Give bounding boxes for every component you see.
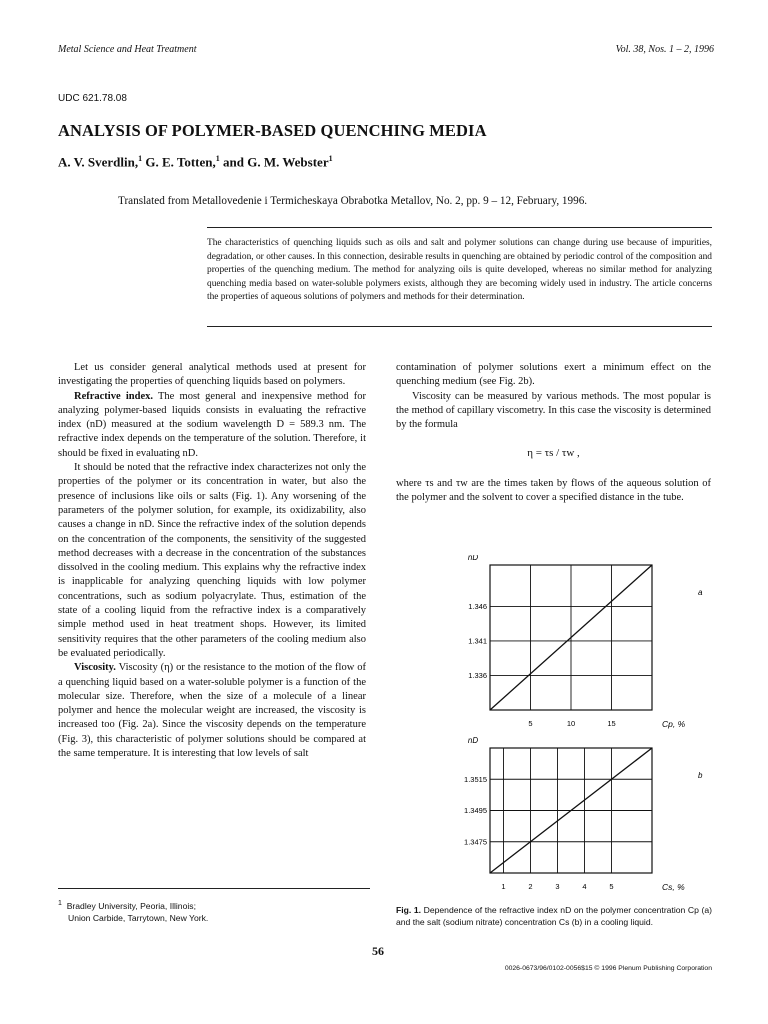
figure-caption [396,904,712,928]
author-name: A. V. Sverdlin, [58,154,139,170]
footnote-rule [58,888,370,889]
page-number: 56 [372,944,384,958]
footnote-mark: 1 [58,900,62,907]
author-name: G. E. Totten, [145,154,216,170]
paragraph: Let us consider general analytical methods used at present for investigating the properties of quenching liquids based on polymers. [58,362,366,388]
chart-panel-b [464,736,703,892]
abstract-top-rule [207,227,712,228]
y-tick-label: 1.3515 [464,774,487,784]
chart-panel-a [468,555,703,729]
journal-name: Metal Science and Heat Treatment [58,44,197,55]
y-tick-label: 1.3495 [464,806,487,815]
x-tick-label: 5 [609,882,614,891]
author-affiliation-mark: 1 [215,154,220,163]
footnote-line: Bradley University, Peoria, Illinois; [66,900,196,911]
y-axis-label: nD [467,736,479,745]
paragraph [58,390,366,461]
section-heading: Refractive index. [74,390,153,402]
x-axis-label: Cp, % [662,719,686,729]
caption-text: Dependence of the refractive index nD on the polymer concentration Cp (a) and the salt (sodium nitrate) concentration Cs (b) in a cooling liquid. [396,905,712,927]
paragraph-text: The most general and inexpensive method for analyzing polymer-based liquids consists in evaluating the refractive index (nD) measured at the sodium wavelength D = 589.3 nm. The refractive index depends on the temperature of the solution. Therefore, it should be fixed in evaluating nD. [58,390,366,459]
y-axis-label: nD [467,555,479,562]
viscosity-formula: η = τs / τw , [527,447,580,460]
panel-label: b [698,771,703,780]
y-tick-label: 1.346 [468,601,487,611]
y-tick-label: 1.3475 [464,837,487,847]
article-title: ANALYSIS OF POLYMER-BASED QUENCHING MEDIA [58,121,487,140]
paragraph: contamination of polymer solutions exert a minimum effect on the quenching medium (see Fig. 2b). [396,362,711,388]
footnote [58,898,208,924]
volume-info: Vol. 38, Nos. 1 – 2, 1996 [615,44,714,55]
x-tick-label: 4 [582,882,587,891]
abstract: The characteristics of quenching liquids such as oils and salt and polymer solutions can change during use because of impurities, degradation, or other causes. In this connection, desirable results in quenching are obtained by periodic control of the composition and properties of the quenching medium. The method for analyzing oils is quite developed, whereas no similar method for analyzing quenching media based on water-soluble polymers exists, although they are becoming widely used in industry. The article concerns the properties of aqueous solutions of polymers and methods for their determination. [207,238,712,302]
figure-1 [396,555,712,900]
x-tick-label: 15 [607,719,616,728]
x-axis-label: Cs, % [662,882,685,892]
figure-label: Fig. 1. [396,905,422,915]
panel-label: a [698,588,703,597]
footnote-line: Union Carbide, Tarrytown, New York. [68,912,209,923]
x-tick-label: 2 [528,882,533,891]
author-affiliation-mark: 1 [138,154,143,163]
translation-note: Translated from Metallovedenie i Termicheskaya Obrabotka Metallov, No. 2, pp. 9 – 12, February, 1996. [118,195,588,207]
author-name: and G. M. Webster [223,154,329,170]
x-tick-label: 5 [528,719,533,728]
body-column-right [396,361,711,505]
x-tick-label: 1 [501,882,506,891]
copyright-line: 0026-0673/96/0102-0056$15 © 1996 Plenum Publishing Corporation [504,965,712,972]
paragraph: It should be noted that the refractive index characterizes not only the properties of the polymer or its concentration in water, but also the presence of inclusions like oils or salts (Fig. 1). Any worsening of the parameters of the polymer solution, for example, its oxidizability, also causes a change in nD. Since the refractive index of the solution depends on the concentration of the components, the sensitivity of the suggested method decreases with a decrease in the concentration of the substances dissolved in the cooling medium. This explains why the refractive index is inapplicable for analyzing quenching liquids with low polymer concentrations, such as sodium polyacrylate. Thus, estimation of the state of a cooling liquid from the refractive index is a comparatively simple method used in heat treatment shops. However, its limited sensitivity requires that the other parameters of the cooling medium also be evaluated periodically. [58,462,366,659]
paragraph-text: Viscosity (η) or the resistance to the motion of the flow of a quenching liquid based on a water-soluble polymer is a function of the molecular size. Therefore, when the size of a molecule of a linear polymer and hence the molecular weight are increased, the viscosity is increased too (Fig. 2a). Since the viscosity depends on the temperature (Fig. 3), this characteristic of polymer solutions should be compared at the same temperature. It is interesting that low levels of salt [58,662,366,760]
author-list [58,154,333,170]
paragraph: Viscosity can be measured by various methods. The most popular is the method of capillary viscometry. In this case the viscosity is determined by the formula [396,390,711,431]
x-tick-label: 3 [555,882,560,891]
abstract-bottom-rule [207,326,712,327]
paragraph: where τs and τw are the times taken by flows of the aqueous solution of the polymer and the solvent to cover a specified distance in the tube. [396,477,711,504]
udc-code: UDC 621.78.08 [58,93,127,104]
x-tick-label: 10 [566,719,576,728]
body-column-left [58,361,366,761]
section-heading: Viscosity. [74,662,116,674]
y-tick-label: 1.341 [468,636,487,646]
author-affiliation-mark: 1 [328,154,333,163]
paragraph [58,661,366,761]
y-tick-label: 1.336 [468,670,487,680]
